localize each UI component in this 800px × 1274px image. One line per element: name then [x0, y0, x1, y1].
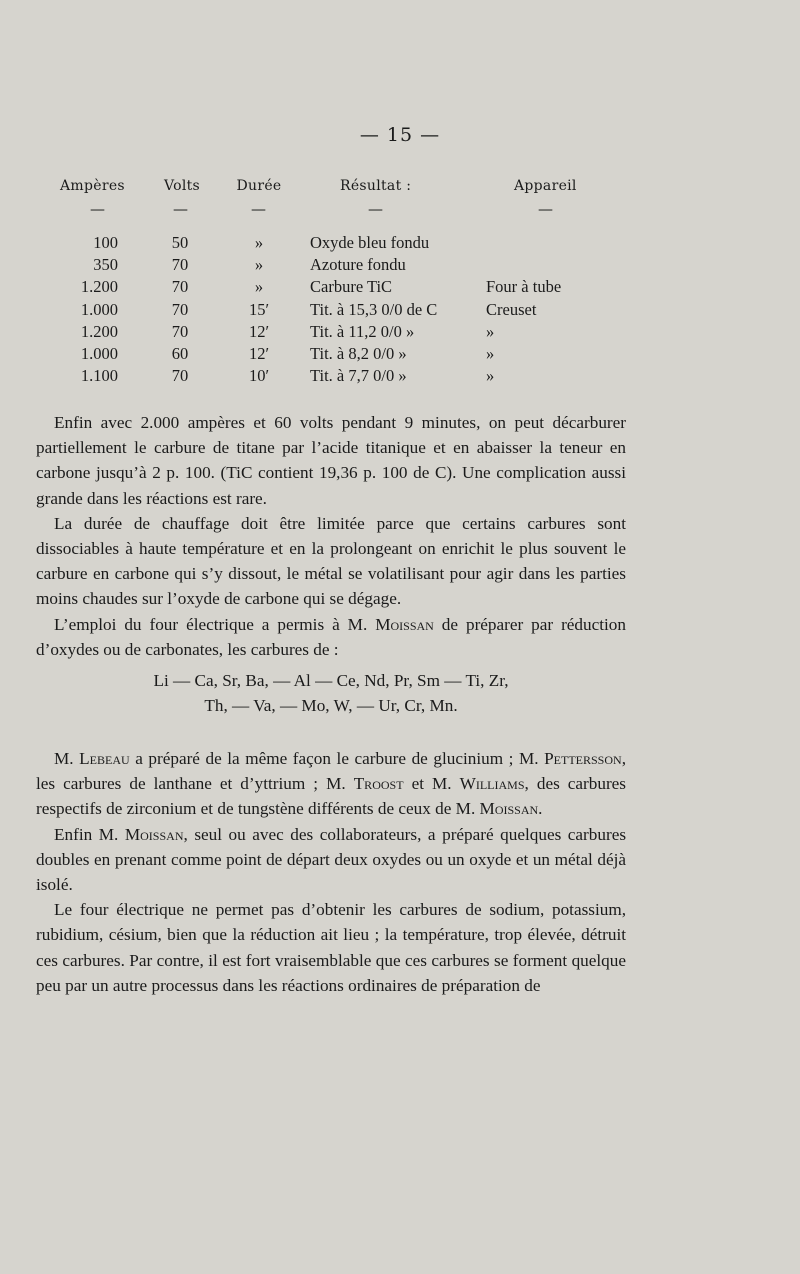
cell-appareil: » [486, 366, 495, 386]
element-list [36, 668, 626, 718]
paragraph: Le four électrique ne permet pas d’obtenir les carbures de sodium, potassium, rubidium, césium, bien que la réduction ait lieu ; la température, trop élevée, détruit ces carbures. Par contre, il est fort vraisemblable que ces carbures se forment quelque peu par un autre processus dans les réactions ordinaires de préparation de [36, 900, 626, 995]
author-name: Williams [459, 774, 525, 794]
paragraph: Enfin avec 2.000 ampères et 60 volts pendant 9 minutes, on peut décarburer partiellement le carbure de titane par l’acide titanique et en abaisser la teneur en carbone jusqu’à 2 p. 100. (TiC contient 19,36 p. 100 de C). Une complication aussi grande dans les réactions est rare. [36, 413, 626, 508]
cell-amperes: 100 [93, 233, 118, 252]
author-name: Moissan [124, 824, 184, 844]
cell-volts: 70 [171, 277, 189, 297]
cell-duree: » [254, 277, 264, 297]
cell-appareil: Creuset [486, 299, 537, 319]
cell-resultat: Tit. à 11,2 0/0 » [310, 321, 415, 341]
cell-resultat: Azoture fondu [310, 255, 406, 275]
paragraph: L’emploi du four électrique a permis à M. Moissan de préparer par réduction d’oxydes ou de carbonates, les carbures de : [36, 614, 626, 659]
cell-amperes: 1.200 [80, 321, 118, 341]
paragraph: M. Lebeau a préparé de la même façon le carbure de glucinium ; M. Pettersson, les carbures de lanthane et d’yttrium ; M. Troost et M. Williams, des carbures respectifs de zirconium et de tungstène différents de ceux de M. Moissan. [36, 749, 626, 819]
author-name: Troost [353, 774, 404, 794]
cell-appareil: Four à tube [486, 277, 562, 297]
author-name: Moissan [375, 614, 434, 634]
cell-duree: 12′ [248, 344, 270, 363]
paragraph: La durée de chauffage doit être limitée parce que certains carbures sont dissociables à haute température et en la prolongeant on enrichit le plus souvent le carbure en carbone qui s’y dissout, le métal se volatilisant pour agir dans les parties moins chaudes sur l’oxyde de carbone qui se dégage. [36, 513, 626, 609]
formula-line: Th, — Va, — Mo, W, — Ur, Cr, Mn. [204, 696, 458, 716]
formula-line: Li — Ca, Sr, Ba, — Al — Ce, Nd, Pr, Sm — Ti, Zr, [153, 671, 509, 691]
header-rule: — [251, 200, 266, 218]
cell-duree: 15′ [248, 299, 270, 319]
cell-volts: 70 [171, 321, 189, 341]
header-appareil: Appareil [514, 178, 577, 194]
cell-resultat: Oxyde bleu fondu [310, 233, 430, 252]
body-text [36, 410, 626, 998]
header-amperes: Ampères [60, 178, 125, 194]
cell-amperes: 1.000 [80, 344, 118, 363]
header-rule: — [368, 200, 383, 218]
cell-resultat: Tit. à 15,3 0/0 de C [310, 299, 438, 319]
cell-amperes: 1.100 [80, 366, 118, 386]
cell-volts: 70 [171, 255, 189, 275]
author-name: Lebeau [79, 749, 130, 769]
cell-resultat: Carbure TiC [310, 277, 393, 297]
author-name: Moissan [479, 799, 539, 819]
cell-volts: 60 [171, 344, 189, 363]
cell-amperes: 1.200 [80, 277, 118, 297]
header-volts: Volts [163, 178, 201, 194]
cell-duree: » [254, 233, 264, 252]
header-resultat: Résultat : [340, 178, 412, 194]
cell-resultat: Tit. à 8,2 0/0 » [310, 344, 407, 363]
cell-amperes: 1.000 [80, 299, 118, 319]
cell-duree: » [254, 255, 264, 275]
cell-appareil: » [486, 344, 495, 363]
cell-volts: 70 [171, 366, 189, 386]
cell-duree: 10′ [248, 366, 270, 386]
cell-appareil: » [486, 321, 495, 341]
header-rule: — [173, 200, 188, 218]
cell-volts: 50 [171, 233, 189, 252]
paragraph: Enfin M. Moissan, seul ou avec des collaborateurs, a préparé quelques carbures doubles en prenant comme point de départ deux oxydes ou un oxyde et un métal déjà isolé. [36, 824, 627, 895]
cell-duree: 12′ [248, 321, 270, 341]
cell-amperes: 350 [93, 255, 118, 275]
header-duree: Durée [236, 178, 282, 194]
cell-resultat: Tit. à 7,7 0/0 » [310, 366, 407, 386]
header-rule: — [90, 200, 105, 218]
cell-volts: 70 [171, 299, 189, 319]
page-number: — 15 — [359, 124, 441, 146]
header-rule: — [538, 200, 553, 218]
author-name: Pettersson [544, 749, 622, 769]
